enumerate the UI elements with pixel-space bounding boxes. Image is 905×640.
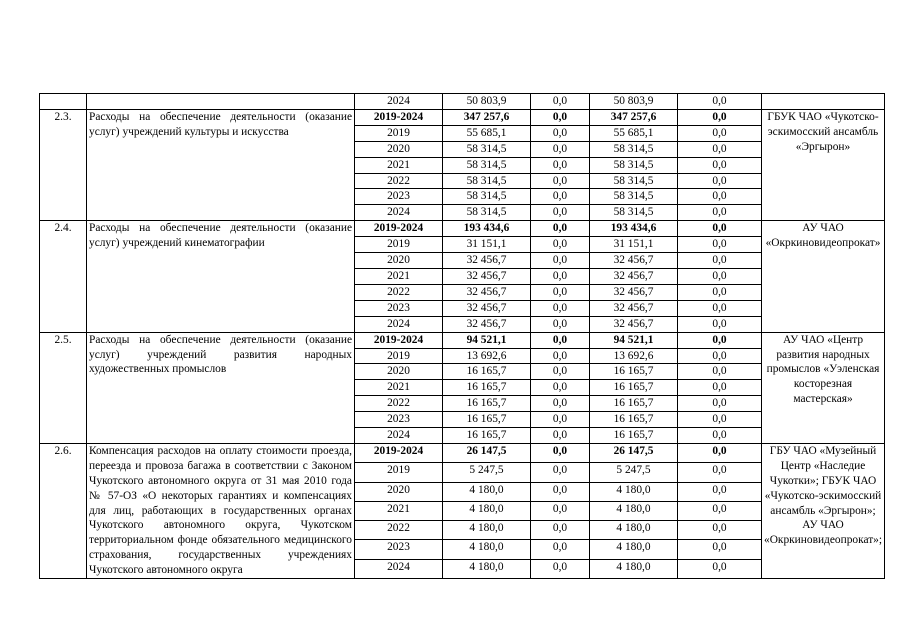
value-cell: 0,0 <box>678 268 762 284</box>
value-cell: 16 165,7 <box>590 396 678 412</box>
value-cell: 50 803,9 <box>443 94 531 110</box>
section-total-row <box>40 221 885 237</box>
section-total-row <box>40 443 885 462</box>
section-description: Расходы на обеспечение деятельности (оказание услуг) учреждений кинематографии <box>87 221 355 332</box>
value-cell: 58 314,5 <box>443 157 531 173</box>
value-cell: 347 257,6 <box>443 109 531 125</box>
value-cell: 0,0 <box>531 348 590 364</box>
value-cell: 32 456,7 <box>443 284 531 300</box>
value-cell: 0,0 <box>531 332 590 348</box>
value-cell: 58 314,5 <box>443 173 531 189</box>
table-row <box>40 94 885 110</box>
budget-table <box>39 93 885 579</box>
value-cell: 0,0 <box>531 396 590 412</box>
year-cell: 2024 <box>355 205 443 221</box>
value-cell: 16 165,7 <box>443 364 531 380</box>
section-total-row <box>40 109 885 125</box>
responsible-cell: АУ ЧАО «Центр развития народных промыслов «Уэленская косторезная мастерская» <box>762 332 885 443</box>
value-cell: 16 165,7 <box>443 428 531 444</box>
value-cell: 4 180,0 <box>443 482 531 501</box>
value-cell: 0,0 <box>531 205 590 221</box>
year-cell: 2020 <box>355 364 443 380</box>
value-cell: 0,0 <box>531 125 590 141</box>
year-cell: 2024 <box>355 428 443 444</box>
value-cell: 0,0 <box>531 284 590 300</box>
year-cell: 2024 <box>355 94 443 110</box>
value-cell: 0,0 <box>678 205 762 221</box>
responsible-cell: ГБУК ЧАО «Чукотско-эскимосский ансамбль «Эргырон» <box>762 109 885 220</box>
value-cell: 32 456,7 <box>590 284 678 300</box>
year-cell: 2023 <box>355 189 443 205</box>
value-cell: 32 456,7 <box>443 316 531 332</box>
value-cell: 58 314,5 <box>590 189 678 205</box>
year-cell: 2019 <box>355 348 443 364</box>
year-cell: 2022 <box>355 173 443 189</box>
value-cell: 0,0 <box>678 348 762 364</box>
year-cell: 2022 <box>355 521 443 540</box>
value-cell: 31 151,1 <box>590 237 678 253</box>
value-cell: 26 147,5 <box>443 443 531 462</box>
value-cell: 0,0 <box>531 141 590 157</box>
value-cell: 58 314,5 <box>443 141 531 157</box>
value-cell: 0,0 <box>531 109 590 125</box>
year-cell: 2019-2024 <box>355 109 443 125</box>
value-cell: 0,0 <box>678 332 762 348</box>
value-cell: 58 314,5 <box>590 141 678 157</box>
value-cell: 32 456,7 <box>590 253 678 269</box>
value-cell: 0,0 <box>678 300 762 316</box>
value-cell: 4 180,0 <box>443 540 531 559</box>
value-cell: 58 314,5 <box>443 205 531 221</box>
value-cell: 0,0 <box>531 157 590 173</box>
value-cell: 193 434,6 <box>590 221 678 237</box>
value-cell: 0,0 <box>531 268 590 284</box>
year-cell: 2023 <box>355 540 443 559</box>
value-cell: 0,0 <box>678 540 762 559</box>
value-cell: 0,0 <box>531 443 590 462</box>
value-cell: 0,0 <box>531 94 590 110</box>
value-cell: 0,0 <box>531 316 590 332</box>
value-cell: 0,0 <box>678 253 762 269</box>
value-cell: 0,0 <box>531 482 590 501</box>
value-cell: 4 180,0 <box>590 501 678 520</box>
value-cell: 193 434,6 <box>443 221 531 237</box>
value-cell: 32 456,7 <box>443 268 531 284</box>
value-cell: 50 803,9 <box>590 94 678 110</box>
year-cell: 2020 <box>355 253 443 269</box>
value-cell: 55 685,1 <box>443 125 531 141</box>
value-cell: 5 247,5 <box>590 463 678 482</box>
responsible-cell: ГБУ ЧАО «Музейный Центр «Наследие Чукотки»; ГБУК ЧАО «Чукотско-эскимосский ансамбль «Эргырон»; АУ ЧАО «Окркиновидеопрокат»; <box>762 443 885 578</box>
value-cell: 13 692,6 <box>443 348 531 364</box>
section-number: 2.5. <box>40 332 87 443</box>
year-cell: 2019-2024 <box>355 332 443 348</box>
value-cell: 16 165,7 <box>443 412 531 428</box>
value-cell: 16 165,7 <box>590 412 678 428</box>
value-cell: 0,0 <box>678 316 762 332</box>
responsible-cell <box>762 94 885 110</box>
value-cell: 58 314,5 <box>590 205 678 221</box>
value-cell: 16 165,7 <box>590 428 678 444</box>
year-cell: 2021 <box>355 268 443 284</box>
year-cell: 2019 <box>355 125 443 141</box>
value-cell: 58 314,5 <box>590 173 678 189</box>
value-cell: 13 692,6 <box>590 348 678 364</box>
value-cell: 0,0 <box>678 157 762 173</box>
value-cell: 0,0 <box>531 428 590 444</box>
value-cell: 0,0 <box>531 173 590 189</box>
value-cell: 32 456,7 <box>590 268 678 284</box>
value-cell: 32 456,7 <box>443 253 531 269</box>
value-cell: 0,0 <box>678 559 762 578</box>
year-cell: 2023 <box>355 300 443 316</box>
year-cell: 2021 <box>355 380 443 396</box>
value-cell: 31 151,1 <box>443 237 531 253</box>
value-cell: 0,0 <box>678 237 762 253</box>
value-cell: 0,0 <box>531 380 590 396</box>
value-cell: 0,0 <box>678 428 762 444</box>
value-cell: 0,0 <box>531 364 590 380</box>
year-cell: 2019 <box>355 463 443 482</box>
value-cell: 4 180,0 <box>443 559 531 578</box>
value-cell: 16 165,7 <box>590 364 678 380</box>
value-cell: 32 456,7 <box>590 300 678 316</box>
value-cell: 4 180,0 <box>590 482 678 501</box>
section-number: 2.6. <box>40 443 87 578</box>
value-cell: 0,0 <box>678 109 762 125</box>
value-cell: 0,0 <box>678 94 762 110</box>
value-cell: 32 456,7 <box>590 316 678 332</box>
value-cell: 58 314,5 <box>443 189 531 205</box>
value-cell: 0,0 <box>678 412 762 428</box>
section-description: Компенсация расходов на оплату стоимости проезда, переезда и провоза багажа в соответствии с Законом Чукотского автономного округа от 31 мая 2010 года № 57-ОЗ «О некоторых гарантиях и компенсациях для лиц, работающих в государственных органах Чукотского автономного округа, Чукотском территориальном фонде обязательного медицинского страхования, государственных учреждениях Чукотского автономного округа <box>87 443 355 578</box>
value-cell: 0,0 <box>678 141 762 157</box>
value-cell: 0,0 <box>531 189 590 205</box>
value-cell: 4 180,0 <box>590 521 678 540</box>
year-cell: 2022 <box>355 396 443 412</box>
number-cell <box>40 94 87 110</box>
year-cell: 2022 <box>355 284 443 300</box>
value-cell: 5 247,5 <box>443 463 531 482</box>
value-cell: 0,0 <box>678 396 762 412</box>
responsible-cell: АУ ЧАО «Окркиновидеопрокат» <box>762 221 885 332</box>
value-cell: 0,0 <box>531 540 590 559</box>
value-cell: 0,0 <box>678 501 762 520</box>
section-description: Расходы на обеспечение деятельности (оказание услуг) учреждений развития народных художественных промыслов <box>87 332 355 443</box>
value-cell: 0,0 <box>678 284 762 300</box>
value-cell: 0,0 <box>678 482 762 501</box>
value-cell: 0,0 <box>678 521 762 540</box>
year-cell: 2024 <box>355 559 443 578</box>
value-cell: 0,0 <box>678 463 762 482</box>
value-cell: 4 180,0 <box>443 521 531 540</box>
value-cell: 0,0 <box>531 300 590 316</box>
value-cell: 55 685,1 <box>590 125 678 141</box>
value-cell: 94 521,1 <box>443 332 531 348</box>
section-number: 2.3. <box>40 109 87 220</box>
description-cell <box>87 94 355 110</box>
value-cell: 0,0 <box>678 380 762 396</box>
value-cell: 0,0 <box>531 463 590 482</box>
year-cell: 2019-2024 <box>355 221 443 237</box>
value-cell: 0,0 <box>531 221 590 237</box>
value-cell: 16 165,7 <box>443 380 531 396</box>
value-cell: 0,0 <box>678 125 762 141</box>
value-cell: 0,0 <box>531 501 590 520</box>
year-cell: 2020 <box>355 482 443 501</box>
year-cell: 2023 <box>355 412 443 428</box>
section-description: Расходы на обеспечение деятельности (оказание услуг) учреждений культуры и искусства <box>87 109 355 220</box>
value-cell: 0,0 <box>531 559 590 578</box>
year-cell: 2021 <box>355 501 443 520</box>
value-cell: 4 180,0 <box>590 559 678 578</box>
value-cell: 0,0 <box>678 364 762 380</box>
value-cell: 26 147,5 <box>590 443 678 462</box>
year-cell: 2019-2024 <box>355 443 443 462</box>
value-cell: 0,0 <box>531 412 590 428</box>
year-cell: 2024 <box>355 316 443 332</box>
value-cell: 0,0 <box>678 443 762 462</box>
value-cell: 347 257,6 <box>590 109 678 125</box>
value-cell: 94 521,1 <box>590 332 678 348</box>
year-cell: 2019 <box>355 237 443 253</box>
section-total-row <box>40 332 885 348</box>
year-cell: 2021 <box>355 157 443 173</box>
value-cell: 0,0 <box>531 253 590 269</box>
value-cell: 0,0 <box>531 521 590 540</box>
value-cell: 4 180,0 <box>590 540 678 559</box>
section-number: 2.4. <box>40 221 87 332</box>
year-cell: 2020 <box>355 141 443 157</box>
value-cell: 58 314,5 <box>590 157 678 173</box>
value-cell: 4 180,0 <box>443 501 531 520</box>
value-cell: 0,0 <box>678 221 762 237</box>
value-cell: 0,0 <box>531 237 590 253</box>
value-cell: 0,0 <box>678 173 762 189</box>
value-cell: 32 456,7 <box>443 300 531 316</box>
value-cell: 16 165,7 <box>443 396 531 412</box>
value-cell: 0,0 <box>678 189 762 205</box>
value-cell: 16 165,7 <box>590 380 678 396</box>
